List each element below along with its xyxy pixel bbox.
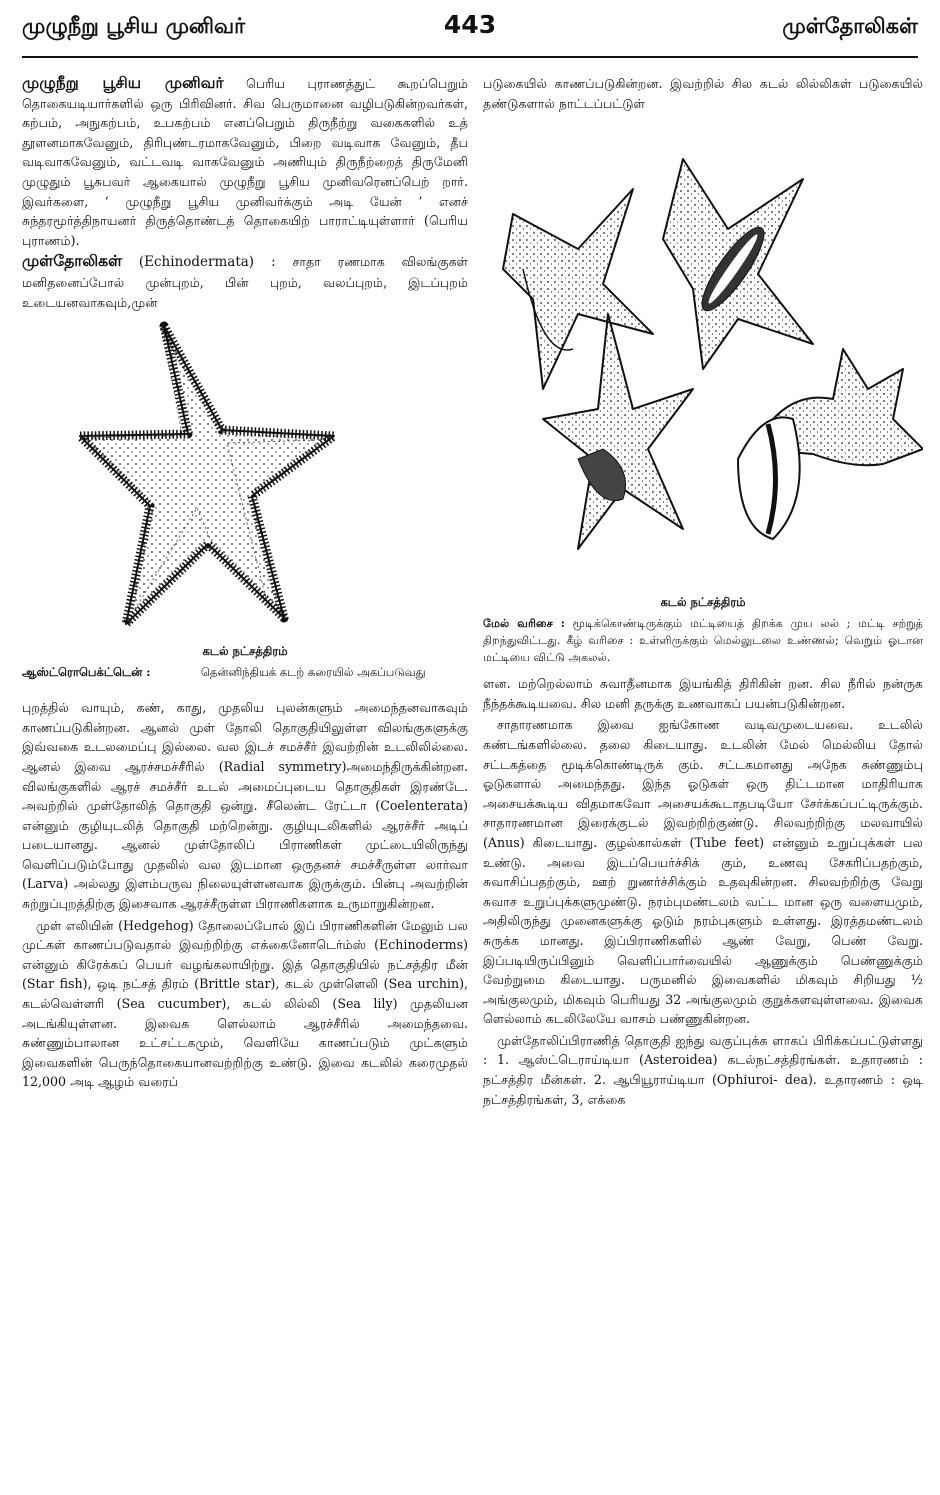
starfish-feeding-illustration xyxy=(483,119,923,589)
figure-starfish-feeding xyxy=(483,119,923,666)
entry-echinodermata xyxy=(22,252,468,312)
body-paragraph: புறத்தில் வாயும், கண், காது, முதலிய புலன்களும் அமைந்தனவாகவும் காணப்படுகின்றன. ஆனல் முள் தோலி தொகுதியிலுள்ள விலங்குகளுக்கு இவ்வகை உடலமைப்பு இல்லை. வல இடச் சமச்சீர் இவற்றின் உடலிலில்லை. ஆனல் இவை ஆரச்சமச்சீரில் (Radial symmetry)அமைந்திருக்கின்றன. விலங்குகளில் ஆரச் சமச்சீர் உடல் அமைப்புடைய தொகுதிகள் இரண்டே. அவற்றில் முள்தோலித் தொகுதி ஒன்று. சீலென்ட ரேட்டா (Coelenterata) என்னும் குழியுடலித் தொகுதி மற்றென்று. குழியுடலிகளில் ஆரச்சீர் அடிப் படையானது. ஆனல் முள்தோலிப் பிராணிகள் முட்டையிலிருந்து வெளிப்படும்போது முதலில் வல இடமான ஒருதனச் சமச்சீருள்ள லார்வா (Larva) அல்லது இளம்பருவ நிலையுள்ளனவாக இருக்கும். பின்பு அவற்றின் சுற்றுப்புறத்திற்கு இசைவாக ஆரச்சீருள்ள பிராணிகளாக உருமாறுகின்றன. xyxy=(22,700,468,912)
running-head-left: முழுநீறு பூசிய முனிவர் xyxy=(22,14,246,38)
entry-body: பெரிய புராணத்துட் கூறப்பெறும் தொகையடியார்களில் ஒரு பிரிவினர். சிவ பெருமானை வழிபடுகின்றவர்கள், கற்பம், அநுகற்பம், உபகற்பம் எனப்பெறும் திருநீற்று வகைகளில் உத் தூளனமாகவேனும், திரிபுண்டரமாகவேனும், பிறை வடிவாக வேனும், தீப வடிவாகவேனும், வட்டவடி வாகவேனும் அணியும் திருநீற்றைத் திருமேனி முழுதும் பூசுபவர் ஆகையால் முழுநீறு பூசிய முனிவரெனப்பெற் றார். இவர்களை, ‘ முழுநீறு பூசிய முனிவர்க்கும் அடி யேன் ’ எனச் சுந்தரமூர்த்திநாயனர் திருத்தொண்டத் தொகையிற் பாராட்டியுள்ளார் (பெரிய புராணம்). xyxy=(22,76,468,248)
caption-text: மூடிக்கொண்டிருக்கும் மட்டியைத் திறக்க முய லல் ; மட்டி சற்றுத் திறந்துவிட்டது. கீழ் வரிசை : உள்ளிருக்கும் மெல்லுடலை உண்ணல்; வெறும் ஓடான மட்டியை விட்டு அகலல். xyxy=(483,617,923,665)
body-paragraph: ளன. மற்றெல்லாம் சுவாதீனமாக இயங்கித் திரிகின் றன. சில நீரில் நன்ருக நீந்தக்கூடியவை. சில மனி தருக்கு உணவாகப் பயன்படுகின்றன. xyxy=(483,676,923,711)
body-paragraph: படுகையில் காணப்படுகின்றன. இவற்றில் சில கடல் லில்லிகள் படுகையில் தண்டுகளால் நாட்டப்பட்டுள் xyxy=(483,76,923,111)
caption-label: மேல் வரிசை : xyxy=(483,616,565,631)
entry-latin-name: (Echinodermata) : xyxy=(138,254,276,271)
figure-caption xyxy=(483,615,923,666)
caption-text: தென்னிந்தியக் கடற் கரையில் அகப்படுவது xyxy=(200,665,426,680)
running-head-right: முள்தோலிகள் xyxy=(782,14,918,38)
starfish-illustration xyxy=(22,318,468,638)
left-column xyxy=(22,74,468,1481)
figure-title: கடல் நட்சத்திரம் xyxy=(202,644,288,659)
page-header xyxy=(22,6,918,58)
right-column xyxy=(483,74,923,1481)
figure-title: கடல் நட்சத்திரம் xyxy=(660,595,746,610)
page-number: 443 xyxy=(443,10,497,39)
entry-muzhuneeru xyxy=(22,74,468,250)
caption-label: ஆஸ்ட்ரொபெக்ட்டென் : xyxy=(22,665,151,680)
figure-starfish xyxy=(22,318,468,680)
entry-title: முள்தோலிகள் xyxy=(22,252,123,271)
body-paragraph: முள்தோலிப்பிராணித் தொகுதி ஐந்து வகுப்புக்க ளாகப் பிரிக்கப்பட்டுள்ளது : 1. ஆஸ்ட்டெராய்டியா (Asteroidea) கடல்நட்சத்திரங்கள். உதாரணம் : நட்சத்திர மீன்கள். 2. ஆபியூராய்டியா (Ophiuroi- dea). உதாரணம் : ஒடி நட்சத்திரங்கள், 3, எக்கை xyxy=(483,1032,923,1107)
entry-title: முழுநீறு பூசிய முனிவர் xyxy=(22,74,224,92)
body-paragraph: சாதாரணமாக இவை ஐங்கோண வடிவமுடையவை. உடலில் கண்டங்களில்லை. தலை கிடையாது. உடலின் மேல் மெல்லிய தோல் சட்டகத்தை மூடிக்கொண்டிருக் கும். சட்டகமானது அநேக சுண்ணும்பு ஓடுகளால் அமைந்தது. இந்த ஓடுகள் ஒரு திட்டமான மாதிரியாக அசையக்கூடிய விதமாகவோ அசையக்கூடாதபடியோ சேர்க்கப்பட்டிருக்கும். சாதாரணமான இரைக்குடல் இவற்றிற்குண்டு. சிலவற்றிற்கு மலவாயில் (Anus) கிடையாது. குழல்கால்கள் (Tube feet) என்னும் உறுப்புக்கள் பல உண்டு. அவை இடப்பெயர்ச்சிக் கும், உணவு சேகரிப்பதற்கும், சுவாசிப்பதற்கும், ஊற் றுணர்ச்சிக்கும் உதவுகின்றன. சிலவற்றிற்கு வேறு சுவாச உறுப்புக்களுமுண்டு. நரம்புமண்டலம் வட்ட மான ஒரு வளையமும், அதிலிருந்து முனைகளுக்கு ஓடும் நரம்புகளும் உள்ளது. இரத்தமண்டலம் சுருக்க மானது. இப்பிராணிகளில் ஆண் வேறு, பெண் வேறு. இப்படியிருப்பினும் வெளிப்பார்வையில் ஆணுக்கும் பெண்ணுக்கும் வேற்றுமை கிடையாது. பருமனில் இவைகளில் மிகவும் சிறியது ½ அங்குலமும், மிகவும் பெரியது 32 அங்குலமும் குறுக்களவுள்ளவை. இவைக ளெல்லாம் கடலிலேயே வாசம் பண்ணுகின்றன. xyxy=(483,717,923,1027)
body-paragraph: முள் எலியின் (Hedgehog) தோலைப்போல் இப் பிராணிகளின் மேலும் பல முட்கள் காணப்படுவதால் இவற்றிற்கு எக்கைனோடெர்ம்ஸ் (Echinoderms) என்னும் கிரேக்கப் பெயர் வழங்கலாயிற்று. இத் தொகுதியில் நட்சத்திர மீன் (Star fish), ஒடி நட்சத் திரம் (Brittle star), கடல் முள்ளெலி (Sea urchin), கடல்வெள்ளரி (Sea cucumber), கடல் லில்லி (Sea lily) முதலியன அடங்கியுள்ளன. இவைக ளெல்லாம் ஆரச்சீரில் அமைந்தவை. சுண்ணும்பாலான உட்சட்டகமும், வெளியே காணப்படும் முட்களும் இவைகளின் பெருந்தொகையானவற்றிற்கு உண்டு. இவை கடலில் கரைமுதல் 12,000 அடி ஆழம் வரைப் xyxy=(22,917,468,1090)
figure-caption xyxy=(22,664,468,680)
entry-body: சாதா ரணமாக விலங்குகள் மனிதனைப்போல் முன்புறம், பின் புறம், வலப்புறம், இடப்புறம் உடையனவாகவும்,முன் xyxy=(22,254,468,310)
